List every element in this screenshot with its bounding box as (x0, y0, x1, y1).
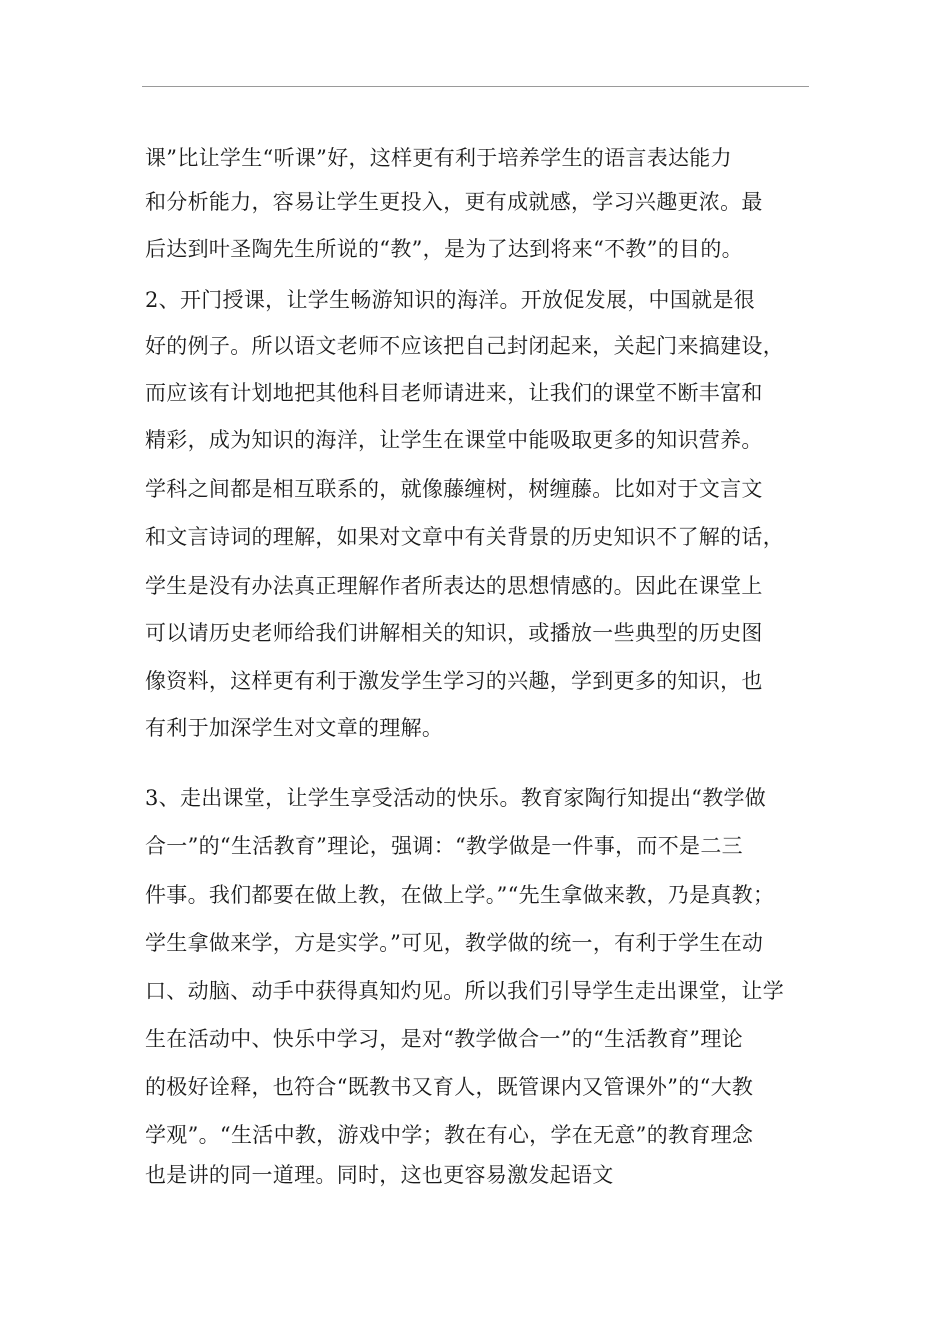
text-line: 有利于加深学生对文章的理解。 (145, 716, 444, 740)
header-rule (142, 86, 809, 87)
text-line: 课”比让学生“听课”好，这样更有利于培养学生的语言表达能力 (145, 146, 732, 170)
text-line: 后达到叶圣陶先生所说的“教”，是为了达到将来“不教”的目的。 (145, 237, 743, 261)
text-line: 3、走出课堂，让学生享受活动的快乐。教育家陶行知提出“教学做 (145, 786, 767, 810)
text-line: 合一”的“生活教育”理论，强调：“教学做是一件事，而不是二三 (145, 834, 743, 858)
text-line: 的极好诠释，也符合“既教书又育人，既管课内又管课外”的“大教 (145, 1075, 754, 1099)
text-line: 2、开门授课，让学生畅游知识的海洋。开放促发展，中国就是很 (145, 288, 756, 312)
text-line: 学科之间都是相互联系的，就像藤缠树，树缠藤。比如对于文言文 (145, 477, 763, 501)
text-line: 学生是没有办法真正理解作者所表达的思想情感的。因此在课堂上 (145, 574, 763, 598)
text-line: 像资料，这样更有利于激发学生学习的兴趣，学到更多的知识，也 (145, 669, 763, 693)
text-line: 学观”。“生活中教，游戏中学；教在有心，学在无意”的教育理念 (145, 1123, 754, 1147)
text-line: 学生拿做来学，方是实学。”可见，教学做的统一，有利于学生在动 (145, 931, 764, 955)
text-line: 生在活动中、快乐中学习，是对“教学做合一”的“生活教育”理论 (145, 1027, 743, 1051)
text-line: 和文言诗词的理解，如果对文章中有关背景的历史知识不了解的话， (145, 525, 784, 549)
text-line: 也是讲的同一道理。同时，这也更容易激发起语文 (145, 1163, 614, 1187)
text-line: 件事。我们都要在做上教，在做上学。”“先生拿做来教，乃是真教； (145, 883, 775, 907)
text-line: 而应该有计划地把其他科目老师请进来，让我们的课堂不断丰富和 (145, 381, 763, 405)
text-line: 好的例子。所以语文老师不应该把自己封闭起来，关起门来搞建设， (145, 334, 784, 358)
text-line: 可以请历史老师给我们讲解相关的知识，或播放一些典型的历史图 (145, 621, 763, 645)
text-line: 和分析能力，容易让学生更投入，更有成就感，学习兴趣更浓。最 (145, 190, 763, 214)
text-line: 口、动脑、动手中获得真知灼见。所以我们引导学生走出课堂，让学 (145, 979, 784, 1003)
text-line: 精彩，成为知识的海洋，让学生在课堂中能吸取更多的知识营养。 (145, 428, 763, 452)
